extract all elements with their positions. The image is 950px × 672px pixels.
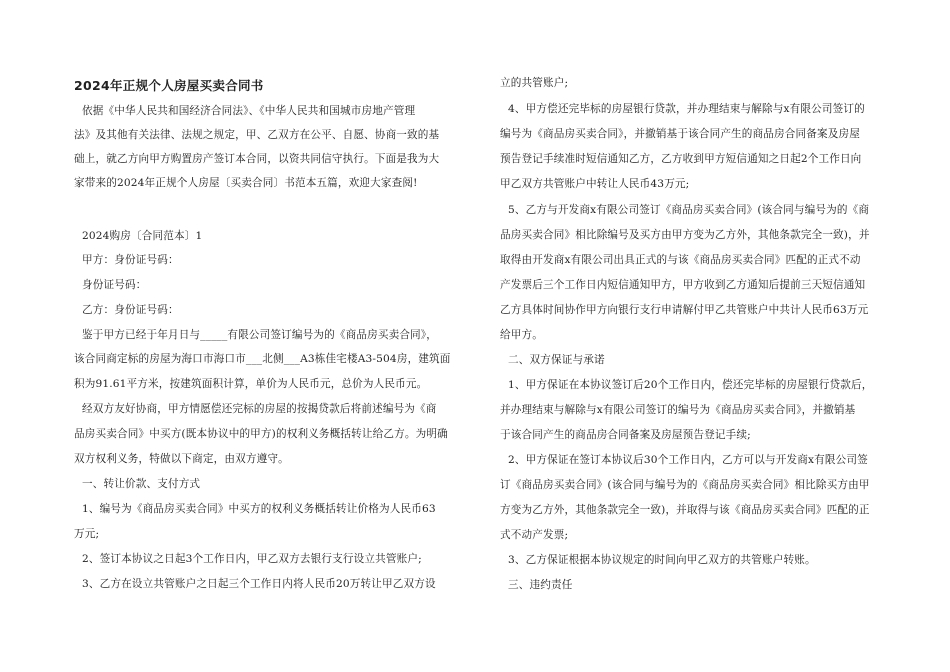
clause-line: 于该合同产生的商品房合同备案及房屋预告登记手续; xyxy=(500,429,751,441)
clause-line: 方变为乙方外，其他条款完全一致)，并取得与该《商品房买卖合同》匹配的正 xyxy=(500,504,870,516)
clause-line: 乙方具体时间协作甲方向银行支行申请解付甲乙共管账户中共计人民币63万元 xyxy=(500,304,869,316)
intro-line: 依据《中华人民共和国经济合同法》、《中华人民共和国城市房地产管理 xyxy=(82,105,416,117)
id-number-line: 身份证号码： xyxy=(82,279,147,291)
section-heading: 2024购房〔合同范本〕1 xyxy=(82,230,203,242)
document-title: 2024年正规个人房屋买卖合同书 xyxy=(74,78,264,93)
clause-line: 4、甲方偿还完毕标的房屋银行贷款，并办理结束与解除与x有限公司签订的 xyxy=(508,103,865,115)
clause-line: 2、签订本协议之日起3个工作日内，甲乙双方去银行支行设立共管账户; xyxy=(82,553,422,565)
section-heading: 二、双方保证与承诺 xyxy=(508,354,605,366)
party-b-line: 乙方：身份证号码： xyxy=(82,304,179,316)
intro-line: 法》及其他有关法律、法规之规定，甲、乙双方在公平、自愿、协商一致的基 xyxy=(74,129,440,141)
clause-line: 编号为《商品房买卖合同》，并撤销基于该合同产生的商品房合同备案及房屋 xyxy=(500,128,860,140)
clause-line: 品房买卖合同》相比除编号及买方由甲方变为乙方外，其他条款完全一致)，并 xyxy=(500,229,870,241)
clause-line: 并办理结束与解除与x有限公司签订的编号为《商品房买卖合同》，并撤销基 xyxy=(500,404,856,416)
section-heading: 一、转让价款、支付方式 xyxy=(82,478,201,490)
clause-line: 1、甲方保证在本协议签订后20个工作日内，偿还完毕标的房屋银行贷款后， xyxy=(508,379,873,391)
clause-line: 式不动产发票; xyxy=(500,529,569,541)
intro-line: 础上，就乙方向甲方购置房产签订本合同，以资共同信守执行。下面是我为大 xyxy=(74,153,440,165)
intro-line: 家带来的2024年正规个人房屋〔买卖合同〕书范本五篇，欢迎大家查阅! xyxy=(74,177,418,189)
clause-line: 产发票后三个工作日内短信通知甲方，甲方收到乙方通知后提前三天短信通知 xyxy=(500,279,866,291)
clause-line: 万元; xyxy=(74,528,100,540)
clause-line: 3、乙方保证根据本协议规定的时间向甲乙双方的共管账户转账。 xyxy=(508,554,816,566)
body-line: 该合同商定标的房屋为海口市海口市___北侧___A3栋佳宅楼A3-504房，建筑面 xyxy=(74,353,451,365)
clause-line: 预告登记手续准时短信通知乙方，乙方收到甲方短信通知之日起2个工作日向 xyxy=(500,153,862,165)
clause-line: 甲乙双方共管账户中转让人民币43万元; xyxy=(500,178,690,190)
clause-line: 1、编号为《商品房买卖合同》中买方的权利义务概括转让价格为人民币63 xyxy=(82,503,436,515)
body-line: 经双方友好协商，甲方情愿偿还完标的房屋的按揭贷款后将前述编号为《商 xyxy=(82,403,437,415)
party-a-line: 甲方：身份证号码： xyxy=(82,254,179,266)
clause-line: 给甲方。 xyxy=(500,329,543,341)
body-line: 品房买卖合同》中买方(既本协议中的甲方)的权利义务概括转让给乙方。为明确 xyxy=(74,428,448,440)
body-line: 双方权利义务，特做以下商定，由双方遵守。 xyxy=(74,453,289,465)
body-line: 鉴于甲方已经于年月日与_____有限公司签订编号为的《商品房买卖合同》， xyxy=(82,329,437,341)
clause-line: 3、乙方在设立共管账户之日起三个工作日内将人民币20万转让甲乙双方设 xyxy=(82,578,436,590)
clause-line: 取得由开发商x有限公司出具正式的与该《商品房买卖合同》匹配的正式不动 xyxy=(500,254,861,266)
section-heading: 三、违约责任 xyxy=(508,579,573,591)
clause-line: 立的共管账户; xyxy=(500,77,569,89)
clause-line: 订《商品房买卖合同》(该合同与编号为的《商品房买卖合同》相比除买方由甲 xyxy=(500,479,870,491)
clause-line: 2、甲方保证在签订本协议后30个工作日内，乙方可以与开发商x有限公司签 xyxy=(508,454,868,466)
body-line: 积为91.61平方米，按建筑面积计算，单价为人民币元，总价为人民币元。 xyxy=(74,378,428,390)
clause-line: 5、乙方与开发商x有限公司签订《商品房买卖合同》(该合同与编号为的《商 xyxy=(508,204,870,216)
